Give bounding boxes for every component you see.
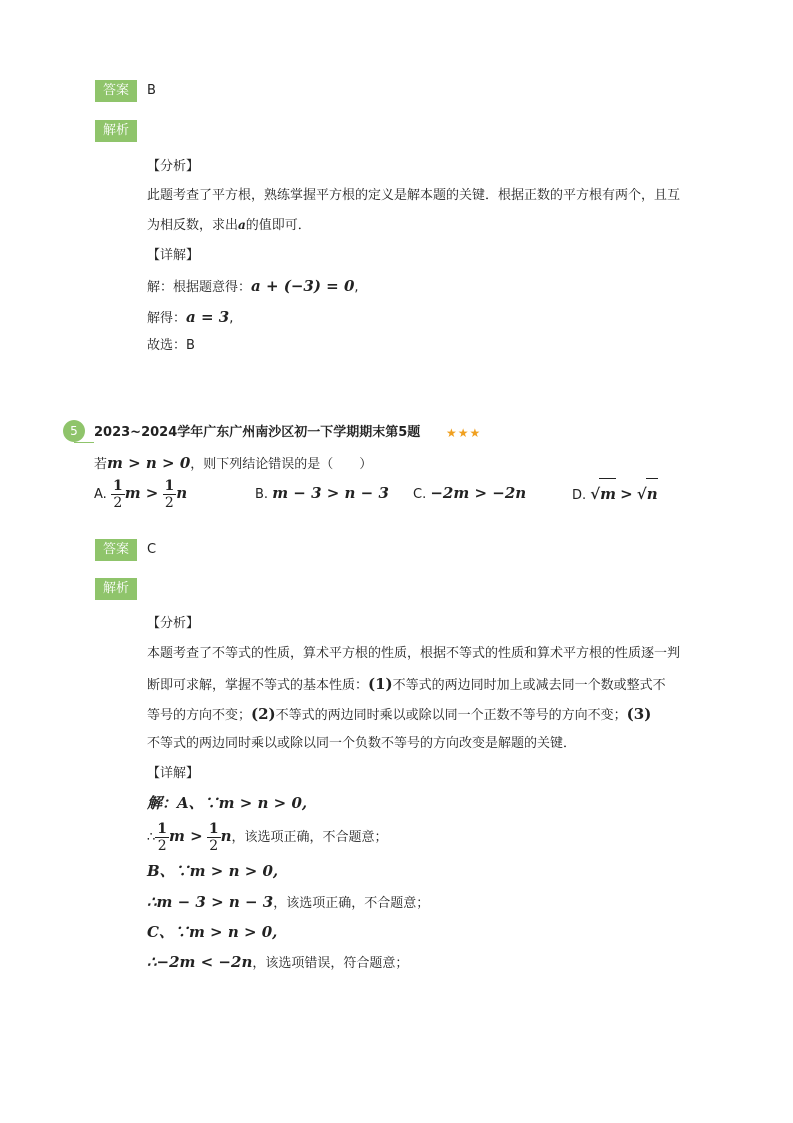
analysis-line: 此题考查了平方根，熟练掌握平方根的定义是解本题的关键．根据正数的平方根有两个，且互 <box>147 188 681 203</box>
detail-line: C、∵m > n > 0, <box>147 923 278 941</box>
detail-line: ∴−2m < −2n，该选项错误，符合题意； <box>147 953 409 971</box>
difficulty-stars: ★★★ <box>446 426 482 440</box>
analysis-heading: 【分析】 <box>147 616 200 631</box>
question-title: 2023~2024学年广东广州南沙区初一下学期期末第5题 <box>94 425 421 440</box>
answer-tag: 答案 <box>95 80 137 102</box>
detail-line: 解：A、∵m > n > 0, <box>147 794 308 812</box>
question-stem: 若m > n > 0，则下列结论错误的是（ ） <box>94 454 373 472</box>
analysis-line: 断即可求解，掌握不等式的基本性质：(1)不等式的两边同时加上或减去同一个数或整式不 <box>147 675 666 693</box>
answer-value: C <box>147 542 157 557</box>
option-c[interactable]: C. −2m > −2n <box>413 484 527 502</box>
detail-line: ∴m − 3 > n − 3，该选项正确，不合题意； <box>147 893 430 911</box>
detail-line: B、∵m > n > 0, <box>147 862 279 880</box>
question-number-badge: 5 <box>63 420 85 442</box>
analysis-line: 为相反数，求出a的值即可． <box>147 218 311 233</box>
answer-tag: 答案 <box>95 539 137 561</box>
detail-line: ∴ $\frac{1}{2}$ m > $\frac{1}{2}$ n，该选项正确，不合题意； <box>147 821 388 854</box>
analysis-line: 等号的方向不变；(2)不等式的两边同时乘以或除以同一个正数不等号的方向不变；(3) <box>147 705 652 723</box>
analysis-line: 本题考查了不等式的性质，算术平方根的性质，根据不等式的性质和算术平方根的性质逐一判 <box>147 646 681 661</box>
option-d[interactable]: D. √m > √n <box>572 478 658 511</box>
analysis-tag: 解析 <box>95 120 137 142</box>
option-b[interactable]: B. m − 3 > n − 3 <box>255 484 389 502</box>
solution-line: 故选：B <box>147 338 195 353</box>
analysis-line: 不等式的两边同时乘以或除以同一个负数不等号的方向改变是解题的关键． <box>147 736 577 751</box>
analysis-tag: 解析 <box>95 578 137 600</box>
solution-line: 解得：a = 3, <box>147 308 234 326</box>
answer-value: B <box>147 83 156 98</box>
detail-heading: 【详解】 <box>147 248 200 263</box>
option-a[interactable]: A. $\frac{1}{2}$ m > $\frac{1}{2}$ n <box>94 478 188 511</box>
analysis-heading: 【分析】 <box>147 159 200 174</box>
detail-heading: 【详解】 <box>147 766 200 781</box>
solution-line: 解：根据题意得：a + (−3) = 0, <box>147 277 359 295</box>
